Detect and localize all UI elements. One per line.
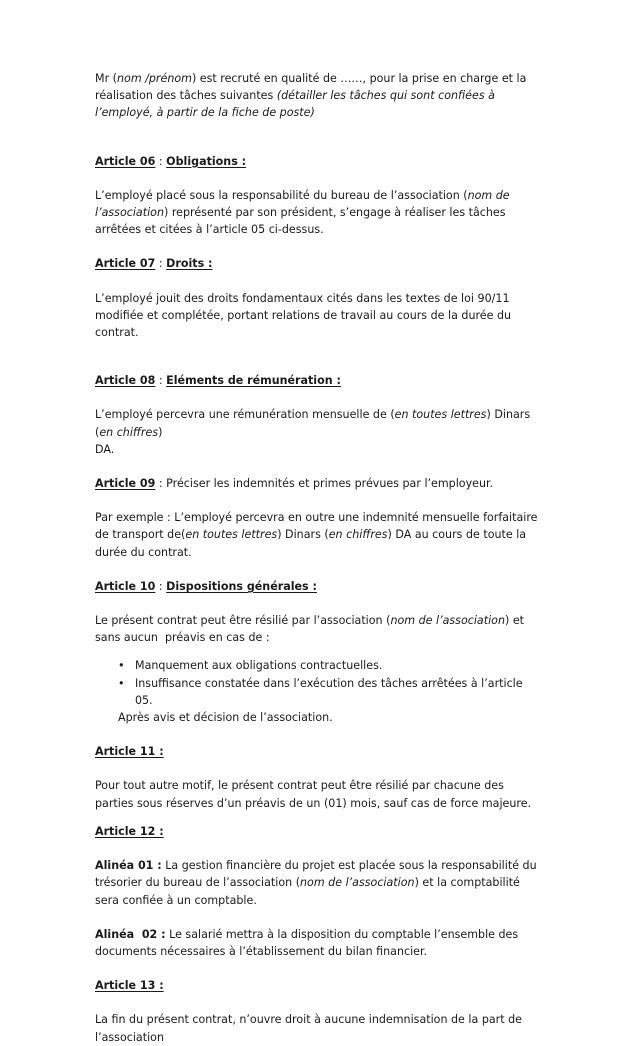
article-06-italic: nom de l’association — [95, 188, 514, 220]
article-09-inline-text: Préciser les indemnités et primes prévues par l’employeur. — [166, 477, 494, 491]
spacer — [95, 840, 541, 857]
article-09-italic-2: en chiffres — [328, 528, 388, 542]
article-09-example — [95, 509, 541, 561]
article-08-italic-2: en chiffres — [99, 425, 159, 439]
intro-italic-name: nom /prénom — [117, 72, 192, 85]
article-07-number: Article 07 — [95, 257, 156, 271]
alinea-01-text-1: La gestion financière du projet est placée sous la responsabilité du trésorier du bureau de l’association ( — [95, 859, 541, 890]
spacer — [95, 994, 541, 1011]
article-10-title: Dispositions générales : — [166, 579, 317, 593]
heading-separator: : — [155, 374, 167, 388]
article-12-number: Article 12 : — [95, 824, 164, 838]
alinea-01-italic: nom de l’association — [300, 876, 415, 890]
article-10-bullet-list — [95, 657, 541, 709]
spacer — [95, 341, 541, 372]
article-08-text-1: L’employé percevra une rémunération mensuelle de ( — [95, 408, 395, 422]
spacer — [95, 273, 541, 290]
article-08-body — [95, 406, 541, 440]
article-10-body — [95, 612, 541, 646]
article-10-text-1: Le présent contrat peut être résilié par l’association ( — [95, 614, 391, 628]
list-item — [95, 675, 541, 709]
alinea-02-label: Alinéa 02 : — [95, 927, 166, 941]
article-13-body: La fin du présent contrat, n’ouvre droit à aucune indemnisation de la part de l’association — [95, 1013, 526, 1044]
intro-italic-instruction: (détailler les tâches qui sont confiées à l’employé, à partir de la fiche de poste) — [95, 89, 499, 120]
article-09-heading — [95, 475, 541, 492]
article-09-text-1: Par exemple : L’employé percevra en outre une indemnité mensuelle forfaitaire de transport de( — [95, 511, 542, 542]
article-07-body: L’employé jouit des droits fondamentaux cités dans les textes de loi 90/11 modifiée et complétée, portant relations de travail au cours de la durée du contrat. — [95, 291, 515, 340]
article-12-heading — [95, 823, 541, 840]
spacer — [95, 561, 541, 578]
article-06-heading — [95, 153, 541, 170]
article-06-title: Obligations : — [166, 154, 247, 168]
article-11-heading — [95, 743, 541, 760]
spacer — [95, 595, 541, 612]
article-11-body: Pour tout autre motif, le présent contrat peut être résilié par chacune des parties sous réserves d’un préavis de un (01) mois, sauf cas de force majeure. — [95, 779, 532, 810]
article-06-text-2: ) représenté par son président, s’engage à réaliser les tâches arrêtées et citées à l’article 05 ci-dessus. — [95, 206, 510, 237]
article-06-text-1: L’employé placé sous la responsabilité du bureau de l’association ( — [95, 188, 468, 202]
list-item — [95, 657, 541, 674]
article-09-text-2: ) Dinars ( — [277, 528, 329, 542]
article-06-body — [95, 187, 541, 239]
heading-separator: : — [155, 257, 167, 271]
spacer — [95, 726, 541, 743]
spacer — [95, 170, 541, 187]
article-10-number: Article 10 — [95, 579, 156, 593]
article-12-alinea-02 — [95, 926, 541, 960]
article-13-heading — [95, 977, 541, 994]
article-08-title: Eléments de rémunération : — [166, 374, 341, 388]
bullet-icon: • — [118, 676, 125, 690]
intro-paragraph — [95, 70, 541, 122]
article-11-number: Article 11 : — [95, 745, 164, 759]
article-12-alinea-01 — [95, 857, 541, 909]
spacer — [95, 646, 541, 657]
article-09-number: Article 09 — [95, 477, 156, 491]
spacer — [95, 492, 541, 509]
article-08-italic-1: en toutes lettres — [394, 408, 487, 422]
article-10-text-2: ) et sans aucun préavis en cas de : — [95, 614, 528, 645]
article-08-text-2: ) Dinars ( — [95, 408, 534, 439]
heading-separator: : — [155, 477, 167, 491]
spacer — [95, 909, 541, 926]
article-08-heading — [95, 372, 541, 389]
alinea-02-text-1: Le salarié mettra à la disposition du comptable l’ensemble des documents nécessaires à l’établissement du bilan financier. — [95, 927, 522, 958]
heading-separator: : — [155, 154, 167, 168]
list-item-text: Insuffisance constatée dans l’exécution des tâches arrêtées à l’article 05. — [135, 676, 523, 707]
alinea-01-text-2: ) et la comptabilité sera confiée à un comptable. — [95, 876, 524, 907]
spacer — [95, 960, 541, 977]
spacer — [95, 389, 541, 406]
article-10-bullet-continuation: Après avis et décision de l’association. — [118, 711, 333, 725]
spacer — [95, 760, 541, 777]
spacer — [95, 458, 541, 475]
article-08-currency-line: DA. — [95, 442, 115, 456]
article-10-heading — [95, 578, 541, 595]
alinea-01-label: Alinéa 01 : — [95, 859, 162, 873]
spacer — [95, 122, 541, 153]
article-09-text-3: ) DA au cours de toute la durée du contrat. — [95, 528, 530, 559]
article-06-number: Article 06 — [95, 154, 156, 168]
article-08-number: Article 08 — [95, 374, 156, 388]
article-07-title: Droits : — [166, 257, 213, 271]
intro-text-2: ) est recruté en qualité de ……, pour la prise en charge et la réalisation des tâches suivantes — [95, 72, 530, 103]
article-13-number: Article 13 : — [95, 979, 164, 993]
article-08-text-3: ) — [158, 425, 163, 439]
document-body — [95, 70, 541, 1046]
heading-separator: : — [155, 579, 167, 593]
article-09-italic-1: en toutes lettres — [185, 528, 278, 542]
intro-text-1: Mr ( — [95, 72, 117, 85]
spacer — [95, 812, 541, 823]
article-07-heading — [95, 255, 541, 272]
bullet-icon: • — [118, 659, 125, 673]
list-item-text: Manquement aux obligations contractuelles. — [135, 659, 383, 673]
article-10-italic: nom de l’association — [390, 614, 505, 628]
spacer — [95, 238, 541, 255]
